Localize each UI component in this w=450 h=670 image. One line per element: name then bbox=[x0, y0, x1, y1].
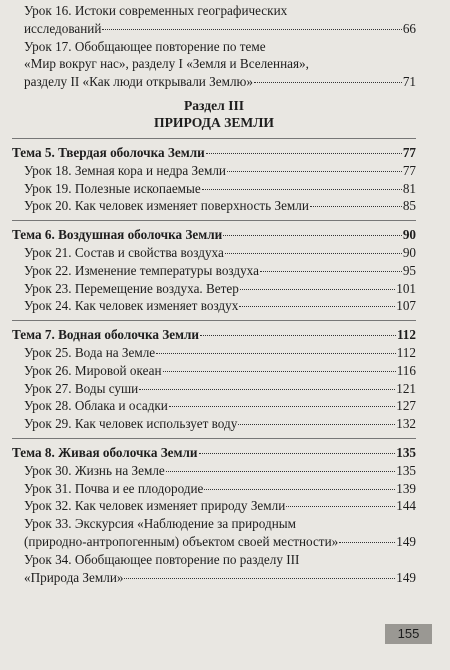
page-ref: 77 bbox=[402, 162, 416, 178]
divider bbox=[12, 438, 416, 439]
toc-entry-lesson bbox=[12, 415, 416, 433]
toc-entry-lesson-17 bbox=[12, 38, 416, 91]
leader-dots bbox=[202, 189, 402, 190]
page-ref: 112 bbox=[396, 344, 416, 360]
page-ref: 90 bbox=[402, 227, 416, 243]
toc-entry-lesson bbox=[12, 297, 416, 315]
lesson-title: Урок 22. Изменение температуры воздуха bbox=[24, 262, 259, 278]
leader-dots bbox=[124, 578, 395, 579]
page-ref: 90 bbox=[402, 244, 416, 260]
page-ref: 71 bbox=[402, 74, 416, 90]
leader-dots bbox=[156, 353, 396, 354]
leader-dots bbox=[163, 371, 396, 372]
toc-entry-lesson bbox=[12, 197, 416, 215]
leader-dots bbox=[339, 542, 395, 543]
leader-dots bbox=[227, 171, 402, 172]
lesson-title: Урок 28. Облака и осадки bbox=[24, 398, 168, 414]
toc-entry-lesson bbox=[12, 480, 416, 498]
leader-dots bbox=[240, 289, 395, 290]
lesson-title: Урок 19. Полезные ископаемые bbox=[24, 180, 201, 196]
leader-dots bbox=[260, 271, 402, 272]
entry-text: разделу II «Как люди открывали Землю» bbox=[24, 74, 253, 90]
page-ref: 149 bbox=[396, 569, 416, 585]
leader-dots bbox=[225, 253, 402, 254]
entry-line: Урок 17. Обобщающее повторение по теме bbox=[24, 38, 266, 54]
page-ref: 139 bbox=[396, 480, 416, 496]
entry-text: исследований bbox=[24, 20, 102, 36]
page-ref: 149 bbox=[396, 533, 416, 549]
leader-dots bbox=[199, 453, 396, 454]
section-label: Раздел III bbox=[183, 97, 245, 113]
leader-dots bbox=[206, 153, 402, 154]
leader-dots bbox=[169, 406, 395, 407]
entry-line: Урок 33. Экскурсия «Наблюдение за природным bbox=[24, 516, 296, 532]
page-number-badge: 155 bbox=[385, 624, 432, 644]
toc-topic-7 bbox=[12, 326, 416, 344]
divider bbox=[12, 138, 416, 139]
toc-topic-8 bbox=[12, 444, 416, 462]
toc-entry-lesson bbox=[12, 462, 416, 480]
lesson-title: Урок 29. Как человек использует воду bbox=[24, 416, 238, 432]
lesson-title: Урок 30. Жизнь на Земле bbox=[24, 462, 165, 478]
lesson-title: Урок 21. Состав и свойства воздуха bbox=[24, 244, 224, 260]
page-ref: 116 bbox=[396, 362, 416, 378]
page-ref: 112 bbox=[396, 327, 416, 343]
toc-entry-lesson bbox=[12, 362, 416, 380]
section-title: ПРИРОДА ЗЕМЛИ bbox=[154, 115, 274, 131]
page-ref: 127 bbox=[396, 398, 416, 414]
toc-entry-lesson bbox=[12, 180, 416, 198]
toc-entry-lesson-33 bbox=[12, 515, 416, 551]
lesson-title: Урок 26. Мировой океан bbox=[24, 362, 162, 378]
toc-topic-6 bbox=[12, 226, 416, 244]
page-ref: 66 bbox=[402, 20, 416, 36]
page-ref: 107 bbox=[396, 298, 416, 314]
section-heading bbox=[12, 97, 416, 132]
lesson-title: Урок 20. Как человек изменяет поверхность Земли bbox=[24, 198, 309, 214]
entry-text: (природно-антропогенным) объектом своей местности» bbox=[24, 533, 339, 549]
entry-line: Урок 16. Истоки современных географических bbox=[24, 3, 288, 18]
page-ref: 144 bbox=[396, 498, 416, 514]
toc-entry-lesson bbox=[12, 380, 416, 398]
toc-entry-lesson bbox=[12, 244, 416, 262]
page-ref: 121 bbox=[396, 380, 416, 396]
page-ref: 85 bbox=[402, 198, 416, 214]
topic-title: Тема 6. Воздушная оболочка Земли bbox=[12, 227, 223, 243]
leader-dots bbox=[310, 206, 402, 207]
leader-dots bbox=[204, 489, 395, 490]
toc-entry-lesson bbox=[12, 397, 416, 415]
divider bbox=[12, 220, 416, 221]
leader-dots bbox=[238, 424, 395, 425]
leader-dots bbox=[223, 235, 402, 236]
page-ref: 135 bbox=[396, 462, 416, 478]
page-ref: 95 bbox=[402, 262, 416, 278]
leader-dots bbox=[166, 471, 395, 472]
lesson-title: Урок 24. Как человек изменяет воздух bbox=[24, 298, 239, 314]
topic-title: Тема 7. Водная оболочка Земли bbox=[12, 327, 200, 343]
lesson-title: Урок 18. Земная кора и недра Земли bbox=[24, 162, 226, 178]
lesson-title: Урок 32. Как человек изменяет природу Земли bbox=[24, 498, 286, 514]
entry-last-line bbox=[12, 569, 416, 587]
leader-dots bbox=[139, 389, 395, 390]
page-ref: 135 bbox=[396, 444, 416, 460]
page-ref: 132 bbox=[396, 416, 416, 432]
lesson-title: Урок 27. Воды суши bbox=[24, 380, 139, 396]
entry-last-line bbox=[12, 20, 416, 38]
toc-entry-lesson bbox=[12, 262, 416, 280]
page-ref: 77 bbox=[402, 144, 416, 160]
entry-last-line bbox=[12, 73, 416, 91]
table-of-contents bbox=[12, 2, 416, 586]
toc-entry-lesson bbox=[12, 344, 416, 362]
lesson-title: Урок 31. Почва и ее плодородие bbox=[24, 480, 204, 496]
entry-last-line bbox=[12, 533, 416, 551]
leader-dots bbox=[200, 335, 396, 336]
leader-dots bbox=[239, 306, 395, 307]
toc-entry-lesson-34 bbox=[12, 551, 416, 587]
lesson-title: Урок 25. Вода на Земле bbox=[24, 344, 156, 360]
page-ref: 81 bbox=[402, 180, 416, 196]
toc-entry-lesson bbox=[12, 497, 416, 515]
leader-dots bbox=[286, 506, 395, 507]
lesson-title: Урок 23. Перемещение воздуха. Ветер bbox=[24, 280, 239, 296]
entry-line: «Мир вокруг нас», разделу I «Земля и Вселенная», bbox=[24, 56, 309, 72]
entry-line: Урок 34. Обобщающее повторение по разделу III bbox=[24, 551, 300, 567]
toc-entry-lesson bbox=[12, 162, 416, 180]
page-ref: 101 bbox=[396, 280, 416, 296]
divider bbox=[12, 320, 416, 321]
leader-dots bbox=[254, 82, 402, 83]
topic-title: Тема 5. Твердая оболочка Земли bbox=[12, 144, 205, 160]
toc-entry-lesson-16 bbox=[12, 2, 416, 38]
leader-dots bbox=[102, 29, 401, 30]
topic-title: Тема 8. Живая оболочка Земли bbox=[12, 444, 198, 460]
entry-text: «Природа Земли» bbox=[24, 569, 124, 585]
toc-topic-5 bbox=[12, 144, 416, 162]
toc-entry-lesson bbox=[12, 280, 416, 298]
